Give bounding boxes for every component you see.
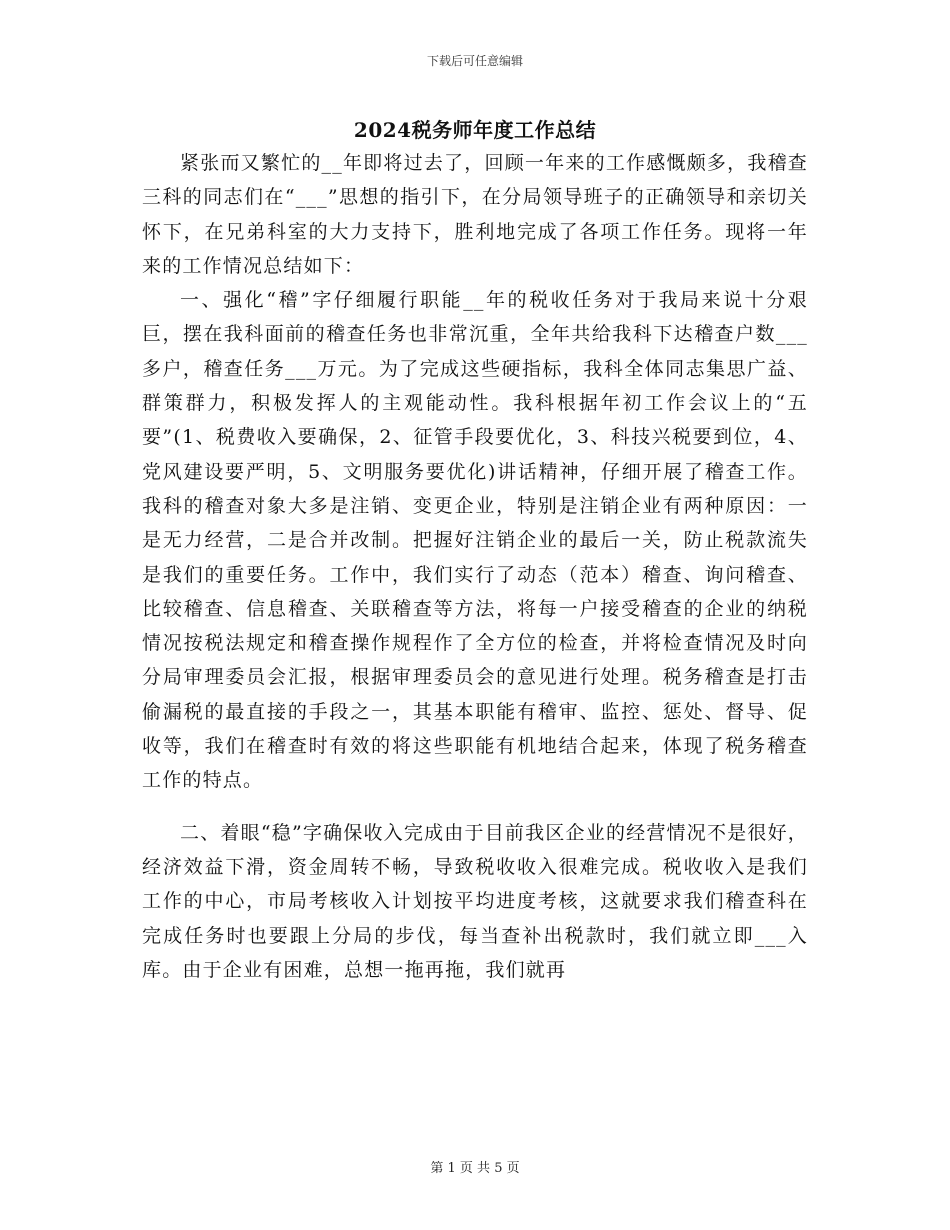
paragraph-intro: 紧张而又繁忙的__年即将过去了，回顾一年来的工作感慨颇多，我稽查三科的同志们在“___”思想的指引下，在分局领导班子的正确领导和亲切关怀下，在兄弟科室的大力支持下，胜利地完成了各项工作任务。现将一年来的工作情况总结如下： [142, 152, 808, 277]
page-number: 第 1 页 共 5 页 [430, 1161, 520, 1176]
page-header-note: 下载后可任意编辑 [426, 54, 523, 68]
paragraph-section-one: 一、强化“稽”字仔细履行职能__年的税收任务对于我局来说十分艰巨，摆在我科面前的稽查任务也非常沉重，全年共给我科下达稽查户数___多户，稽查任务___万元。为了完成这些硬指标，我科全体同志集思广益、群策群力，积极发挥人的主观能动性。我科根据年初工作会议上的“五要”(1、税费收入要确保，2、征管手段要优化，3、科技兴税要到位，4、党风建设要严明，5、文明服务要优化)讲话精神，仔细开展了稽查工作。我科的稽查对象大多是注销、变更企业，特别是注销企业有两种原因：一是无力经营，二是合并改制。把握好注销企业的最后一关，防止税款流失是我们的重要任务。工作中，我们实行了动态（范本）稽查、询问稽查、比较稽查、信息稽查、关联稽查等方法，将每一户接受稽查的企业的纳税情况按税法规定和稽查操作规程作了全方位的检查，并将检查情况及时向分局审理委员会汇报，根据审理委员会的意见进行处理。税务稽查是打击偷漏税的最直接的手段之一，其基本职能有稽审、监控、惩处、督导、促收等，我们在稽查时有效的将这些职能有机地结合起来，体现了税务稽查工作的特点。 [142, 289, 808, 792]
paragraph-section-two: 二、着眼“稳”字确保收入完成由于目前我区企业的经营情况不是很好，经济效益下滑，资金周转不畅，导致税收收入很难完成。税收收入是我们工作的中心，市局考核收入计划按平均进度考核，这就要求我们稽查科在完成任务时也要跟上分局的步伐，每当查补出税款时，我们就立即___入库。由于企业有困难，总想一拖再拖，我们就再 [142, 821, 808, 981]
document-title: 2024税务师年度工作总结 [353, 118, 597, 142]
document-body [142, 146, 808, 987]
